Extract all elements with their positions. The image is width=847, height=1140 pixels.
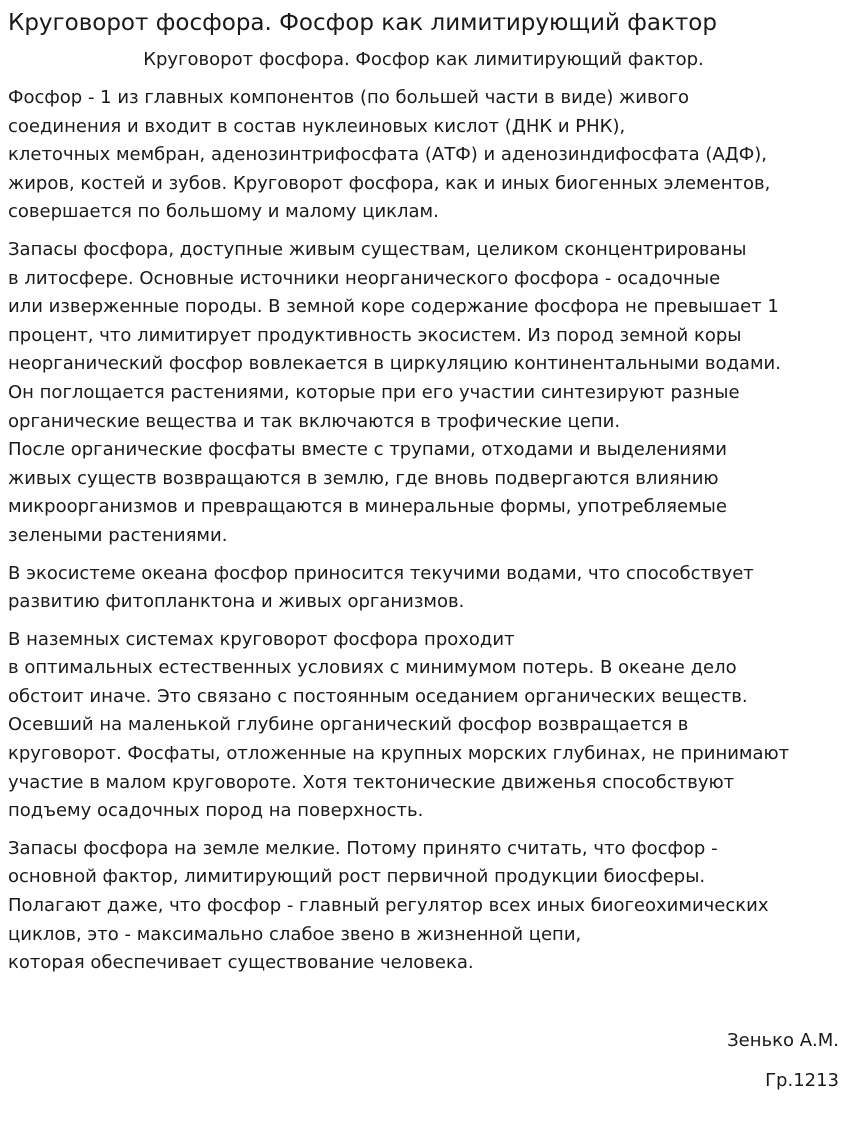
text-line: циклов, это - максимально слабое звено в жизненной цепи, bbox=[8, 923, 582, 945]
text-line: совершается по большому и малому циклам. bbox=[8, 201, 439, 223]
author-group: Гр.1213 bbox=[765, 1070, 839, 1091]
paragraph-4 bbox=[8, 626, 839, 826]
page-title: Круговорот фосфора. Фосфор как лимитирующий фактор bbox=[8, 10, 717, 36]
text-line: в оптимальных естественных условиях с минимумом потерь. В океане дело bbox=[8, 657, 737, 679]
text-line: процент, что лимитирует продуктивность экосистем. Из пород земной коры bbox=[8, 324, 742, 346]
text-line: Полагают даже, что фосфор - главный регулятор всех иных биогеохимических bbox=[8, 895, 769, 917]
text-line: участие в малом круговороте. Хотя тектонические движенья способствуют bbox=[8, 771, 735, 793]
text-line: Запасы фосфора, доступные живым существам, целиком сконцентрированы bbox=[8, 238, 747, 260]
text-line: подъему осадочных пород на поверхность. bbox=[8, 800, 424, 822]
text-line: соединения и входит в состав нуклеиновых кислот (ДНК и РНК), bbox=[8, 115, 626, 137]
text-line: зелеными растениями. bbox=[8, 524, 228, 546]
paragraph-2 bbox=[8, 236, 839, 551]
text-line: или изверженные породы. В земной коре содержание фосфора не превышает 1 bbox=[8, 296, 779, 318]
text-line: В экосистеме океана фосфор приносится текучими водами, что способствует bbox=[8, 562, 754, 584]
text-line: которая обеспечивает существование человека. bbox=[8, 952, 474, 974]
author-name: Зенько А.М. bbox=[727, 1030, 839, 1051]
text-line: круговорот. Фосфаты, отложенные на крупных морских глубинах, не принимают bbox=[8, 743, 790, 765]
paragraph-1 bbox=[8, 84, 839, 227]
paragraph-3 bbox=[8, 560, 839, 617]
text-line: Фосфор - 1 из главных компонентов (по большей части в виде) живого bbox=[8, 87, 690, 108]
text-line: После органические фосфаты вместе с трупами, отходами и выделениями bbox=[8, 439, 727, 461]
text-line: обстоит иначе. Это связано с постоянным оседанием органических веществ. bbox=[8, 685, 748, 707]
document-subtitle: Круговорот фосфора. Фосфор как лимитирующий фактор. bbox=[143, 49, 704, 70]
text-line: основной фактор, лимитирующий рост первичной продукции биосферы. bbox=[8, 866, 706, 888]
text-line: жиров, костей и зубов. Круговорот фосфора, как и иных биогенных элементов, bbox=[8, 172, 771, 194]
text-line: Осевший на маленькой глубине органический фосфор возвращается в bbox=[8, 714, 689, 736]
text-line: Он поглощается растениями, которые при его участии синтезируют разные bbox=[8, 381, 740, 403]
text-line: органические вещества и так включаются в трофические цепи. bbox=[8, 410, 621, 432]
text-line: микроорганизмов и превращаются в минеральные формы, употребляемые bbox=[8, 496, 727, 518]
text-line: клеточных мембран, аденозинтрифосфата (АТФ) и аденозиндифосфата (АДФ), bbox=[8, 144, 767, 166]
text-line: развитию фитопланктона и живых организмов. bbox=[8, 591, 465, 613]
paragraph-5 bbox=[8, 835, 839, 978]
text-line: неорганический фосфор вовлекается в циркуляцию континентальными водами. bbox=[8, 353, 781, 375]
text-line: в литосфере. Основные источники неорганического фосфора - осадочные bbox=[8, 267, 721, 289]
text-line: живых существ возвращаются в землю, где вновь подвергаются влиянию bbox=[8, 467, 719, 489]
text-line: В наземных системах круговорот фосфора проходит bbox=[8, 628, 515, 650]
text-line: Запасы фосфора на земле мелкие. Потому принято считать, что фосфор - bbox=[8, 837, 718, 859]
